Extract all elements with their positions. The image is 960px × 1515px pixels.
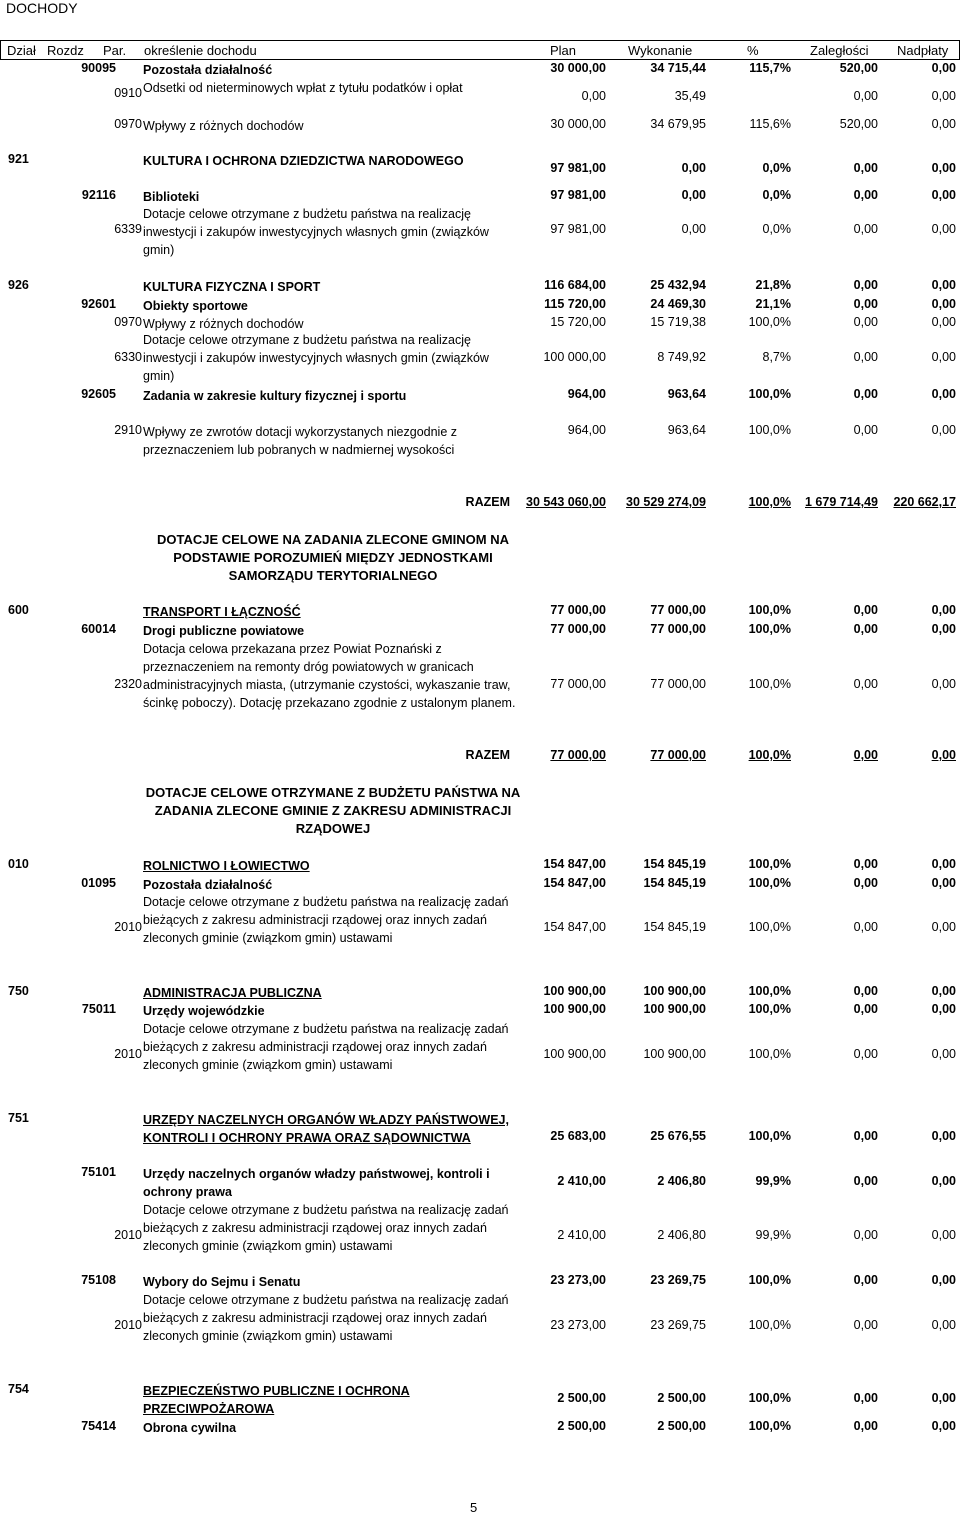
pct-cell: 100,0% — [748, 677, 791, 691]
paragraf-cell: 2010 — [114, 920, 142, 934]
nadplaty-cell: 0,00 — [931, 1318, 956, 1332]
plan-cell: 2 410,00 — [557, 1174, 606, 1188]
zaleglosci-cell: 0,00 — [853, 920, 878, 934]
pct-cell: 100,0% — [748, 1129, 791, 1143]
wykonanie-cell: 25 676,55 — [650, 1129, 706, 1143]
col-plan: Plan — [550, 43, 577, 58]
okreslenie-cell: Dotacje celowe otrzymane z budżetu państwa na realizację zadań bieżących z zakresu administracji rządowej oraz innych zadań zleconych gminie (związkom gmin) ustawami — [143, 1293, 509, 1343]
nadplaty-cell: 0,00 — [931, 278, 956, 292]
plan-cell: 154 847,00 — [543, 857, 606, 871]
plan-cell: 97 981,00 — [550, 161, 606, 175]
wykonanie-cell: 2 500,00 — [657, 1419, 706, 1433]
wykonanie-cell: 0,00 — [681, 188, 706, 202]
nadplaty-cell: 0,00 — [931, 857, 956, 871]
pct-cell: 100,0% — [748, 857, 791, 871]
wykonanie-cell: 154 845,19 — [643, 920, 706, 934]
plan-cell: 100 900,00 — [543, 984, 606, 998]
wykonanie-cell: 77 000,00 — [650, 677, 706, 691]
plan-cell: 100 000,00 — [543, 350, 606, 364]
okreslenie-cell: ROLNICTWO I ŁOWIECTWO — [143, 859, 310, 873]
nadplaty-cell: 0,00 — [931, 117, 956, 131]
wykonanie-cell: 25 432,94 — [650, 278, 706, 292]
wykonanie-cell: 15 719,38 — [650, 315, 706, 329]
okreslenie-cell: Urzędy naczelnych organów władzy państwowej, kontroli i ochrony prawa — [143, 1167, 490, 1199]
nadplaty-cell: 0,00 — [931, 1002, 956, 1016]
plan-cell: 23 273,00 — [550, 1318, 606, 1332]
wykonanie-cell: 24 469,30 — [650, 297, 706, 311]
col-nadplaty: Nadpłaty — [897, 43, 949, 58]
rozdzial-cell: 75414 — [81, 1419, 116, 1433]
zaleglosci-cell: 0,00 — [853, 857, 878, 871]
dzial-cell: 921 — [8, 152, 29, 166]
razem-wykonanie: 30 529 274,09 — [626, 495, 706, 509]
paragraf-cell: 0970 — [114, 117, 142, 131]
zaleglosci-cell: 0,00 — [853, 278, 878, 292]
paragraf-cell: 2010 — [114, 1228, 142, 1242]
nadplaty-cell: 0,00 — [931, 188, 956, 202]
pct-cell: 21,1% — [755, 297, 791, 311]
pct-cell: 0,0% — [762, 222, 791, 236]
pct-cell: 100,0% — [748, 387, 791, 401]
okreslenie-cell: Wpływy ze zwrotów dotacji wykorzystanych niezgodnie z przeznaczeniem lub pobranych w nadmiernej wysokości — [143, 425, 458, 457]
wykonanie-cell: 100 900,00 — [643, 984, 706, 998]
section-title-administracja: DOTACJE CELOWE OTRZYMANE Z BUDŻETU PAŃSTWA NA ZADANIA ZLECONE GMINIE Z ZAKRESU ADMINISTRACJI RZĄDOWEJ — [145, 785, 521, 836]
okreslenie-cell: Dotacje celowe otrzymane z budżetu państwa na realizację inwestycji i zakupów inwestycyjnych własnych gmin (związków gmin) — [143, 333, 489, 383]
wykonanie-cell: 23 269,75 — [650, 1273, 706, 1287]
pct-cell: 100,0% — [748, 1002, 791, 1016]
wykonanie-cell: 2 406,80 — [657, 1174, 706, 1188]
okreslenie-cell: ADMINISTRACJA PUBLICZNA — [143, 986, 322, 1000]
razem-label: RAZEM — [465, 748, 510, 762]
zaleglosci-cell: 0,00 — [853, 188, 878, 202]
wykonanie-cell: 963,64 — [667, 423, 706, 437]
okreslenie-cell: URZĘDY NACZELNYCH ORGANÓW WŁADZY PAŃSTWOWEJ, KONTROLI I OCHRONY PRAWA ORAZ SĄDOWNICTWA — [143, 1113, 509, 1145]
paragraf-cell: 0910 — [114, 86, 142, 100]
pct-cell: 100,0% — [748, 315, 791, 329]
zaleglosci-cell: 0,00 — [853, 1228, 878, 1242]
wykonanie-cell: 963,64 — [667, 387, 706, 401]
pct-cell: 99,9% — [755, 1174, 791, 1188]
plan-cell: 25 683,00 — [550, 1129, 606, 1143]
dzial-cell: 926 — [8, 278, 29, 292]
wykonanie-cell: 35,49 — [674, 89, 706, 103]
dzial-cell: 754 — [8, 1382, 29, 1396]
nadplaty-cell: 0,00 — [931, 297, 956, 311]
table-header — [0, 40, 960, 60]
pct-cell: 0,0% — [762, 161, 791, 175]
zaleglosci-cell: 0,00 — [853, 387, 878, 401]
zaleglosci-cell: 0,00 — [853, 1273, 878, 1287]
nadplaty-cell: 0,00 — [931, 622, 956, 636]
wykonanie-cell: 77 000,00 — [650, 622, 706, 636]
rozdzial-cell: 92601 — [81, 297, 116, 311]
wykonanie-cell: 0,00 — [681, 222, 706, 236]
razem-zaleglosci: 1 679 714,49 — [805, 495, 878, 509]
nadplaty-cell: 0,00 — [931, 61, 956, 75]
rozdzial-cell: 60014 — [81, 622, 116, 636]
pct-cell: 8,7% — [762, 350, 791, 364]
pct-cell: 100,0% — [748, 984, 791, 998]
zaleglosci-cell: 0,00 — [853, 984, 878, 998]
page-title: DOCHODY — [6, 0, 78, 16]
plan-cell: 116 684,00 — [544, 278, 606, 292]
okreslenie-cell: Pozostała działalność — [143, 878, 273, 892]
zaleglosci-cell: 0,00 — [853, 297, 878, 311]
plan-cell: 77 000,00 — [550, 622, 606, 636]
okreslenie-cell: Obrona cywilna — [143, 1421, 237, 1435]
zaleglosci-cell: 0,00 — [853, 1174, 878, 1188]
zaleglosci-cell: 0,00 — [853, 876, 878, 890]
plan-cell: 97 981,00 — [550, 188, 606, 202]
pct-cell: 99,9% — [755, 1228, 791, 1242]
pct-cell: 100,0% — [748, 876, 791, 890]
nadplaty-cell: 0,00 — [931, 603, 956, 617]
okreslenie-cell: Wpływy z różnych dochodów — [143, 119, 304, 133]
plan-cell: 77 000,00 — [550, 677, 606, 691]
okreslenie-cell: TRANSPORT I ŁĄCZNOŚĆ — [143, 605, 301, 619]
plan-cell: 2 410,00 — [557, 1228, 606, 1242]
pct-cell: 100,0% — [748, 1273, 791, 1287]
plan-cell: 2 500,00 — [557, 1419, 606, 1433]
dzial-cell: 750 — [8, 984, 29, 998]
zaleglosci-cell: 0,00 — [853, 1047, 878, 1061]
okreslenie-cell: Dotacje celowe otrzymane z budżetu państwa na realizację zadań bieżących z zakresu administracji rządowej oraz innych zadań zleconych gminie (związkom gmin) ustawami — [143, 895, 509, 945]
wykonanie-cell: 23 269,75 — [650, 1318, 706, 1332]
okreslenie-cell: KULTURA FIZYCZNA I SPORT — [143, 280, 321, 294]
wykonanie-cell: 2 406,80 — [657, 1228, 706, 1242]
zaleglosci-cell: 0,00 — [853, 603, 878, 617]
rozdzial-cell: 90095 — [81, 61, 116, 75]
plan-cell: 100 900,00 — [543, 1047, 606, 1061]
pct-cell: 100,0% — [748, 1391, 791, 1405]
plan-cell: 97 981,00 — [550, 222, 606, 236]
zaleglosci-cell: 520,00 — [839, 117, 878, 131]
paragraf-cell: 6330 — [114, 350, 142, 364]
okreslenie-cell: Dotacja celowa przekazana przez Powiat Poznański z przeznaczeniem na remonty dróg powiatowych w granicach administracyjnych miasta, (utrzymanie czystości, wykaszanie traw, ścinkę poboczy). Dotację przekazano zgodnie z ustalonym planem. — [143, 642, 516, 710]
plan-cell: 154 847,00 — [543, 920, 606, 934]
plan-cell: 15 720,00 — [550, 315, 606, 329]
zaleglosci-cell: 0,00 — [853, 89, 878, 103]
nadplaty-cell: 0,00 — [931, 1228, 956, 1242]
wykonanie-cell: 100 900,00 — [643, 1002, 706, 1016]
nadplaty-cell: 0,00 — [931, 677, 956, 691]
wykonanie-cell: 154 845,19 — [643, 876, 706, 890]
zaleglosci-cell: 0,00 — [853, 1002, 878, 1016]
razem-pct: 100,0% — [748, 495, 791, 509]
zaleglosci-cell: 0,00 — [853, 1129, 878, 1143]
okreslenie-cell: Wpływy z różnych dochodów — [143, 317, 304, 331]
plan-cell: 30 000,00 — [550, 61, 606, 75]
col-okreslenie: określenie dochodu — [144, 43, 257, 58]
wykonanie-cell: 34 679,95 — [650, 117, 706, 131]
okreslenie-cell: Dotacje celowe otrzymane z budżetu państwa na realizację zadań bieżących z zakresu administracji rządowej oraz innych zadań zleconych gminie (związkom gmin) ustawami — [143, 1203, 509, 1253]
plan-cell: 100 900,00 — [543, 1002, 606, 1016]
plan-cell: 964,00 — [567, 423, 606, 437]
zaleglosci-cell: 0,00 — [853, 350, 878, 364]
wykonanie-cell: 77 000,00 — [650, 603, 706, 617]
paragraf-cell: 2010 — [114, 1047, 142, 1061]
nadplaty-cell: 0,00 — [931, 1391, 956, 1405]
nadplaty-cell: 0,00 — [931, 222, 956, 236]
wykonanie-cell: 2 500,00 — [657, 1391, 706, 1405]
zaleglosci-cell: 0,00 — [853, 423, 878, 437]
okreslenie-cell: Zadania w zakresie kultury fizycznej i sportu — [143, 389, 407, 403]
nadplaty-cell: 0,00 — [931, 315, 956, 329]
plan-cell: 154 847,00 — [543, 876, 606, 890]
paragraf-cell: 2010 — [114, 1318, 142, 1332]
dzial-cell: 010 — [8, 857, 29, 871]
col-par: Par. — [103, 43, 127, 58]
plan-cell: 0,00 — [581, 89, 606, 103]
paragraf-cell: 0970 — [114, 315, 142, 329]
okreslenie-cell: BEZPIECZEŃSTWO PUBLICZNE I OCHRONA PRZECIWPOŻAROWA — [143, 1384, 410, 1416]
pct-cell: 100,0% — [748, 1047, 791, 1061]
paragraf-cell: 2320 — [114, 677, 142, 691]
zaleglosci-cell: 0,00 — [853, 1419, 878, 1433]
zaleglosci-cell: 520,00 — [839, 61, 878, 75]
pct-cell: 100,0% — [748, 920, 791, 934]
pct-cell: 0,0% — [762, 188, 791, 202]
razem-wykonanie: 77 000,00 — [650, 748, 706, 762]
nadplaty-cell: 0,00 — [931, 350, 956, 364]
plan-cell: 77 000,00 — [550, 603, 606, 617]
wykonanie-cell: 100 900,00 — [643, 1047, 706, 1061]
nadplaty-cell: 0,00 — [931, 1129, 956, 1143]
nadplaty-cell: 0,00 — [931, 89, 956, 103]
razem-pct: 100,0% — [748, 748, 791, 762]
pct-cell: 115,6% — [749, 117, 791, 131]
wykonanie-cell: 0,00 — [681, 161, 706, 175]
pct-cell: 100,0% — [748, 1419, 791, 1433]
nadplaty-cell: 0,00 — [931, 984, 956, 998]
pct-cell: 21,8% — [755, 278, 791, 292]
zaleglosci-cell: 0,00 — [853, 622, 878, 636]
plan-cell: 964,00 — [567, 387, 606, 401]
paragraf-cell: 6339 — [114, 222, 142, 236]
okreslenie-cell: Wybory do Sejmu i Senatu — [143, 1275, 301, 1289]
rozdzial-cell: 75108 — [81, 1273, 116, 1287]
nadplaty-cell: 0,00 — [931, 1419, 956, 1433]
section-title-porozumienia: DOTACJE CELOWE NA ZADANIA ZLECONE GMINOM NA PODSTAWIE POROZUMIEŃ MIĘDZY JEDNOSTKAMI SAMORZĄDU TERYTORIALNEGO — [157, 532, 509, 583]
pct-cell: 115,7% — [749, 61, 791, 75]
okreslenie-cell: Odsetki od nieterminowych wpłat z tytułu podatków i opłat — [143, 81, 463, 95]
zaleglosci-cell: 0,00 — [853, 677, 878, 691]
rozdzial-cell: 01095 — [81, 876, 116, 890]
zaleglosci-cell: 0,00 — [853, 1318, 878, 1332]
dzial-cell: 751 — [8, 1111, 29, 1125]
razem-nadplaty: 0,00 — [931, 748, 956, 762]
wykonanie-cell: 34 715,44 — [650, 61, 706, 75]
razem-nadplaty: 220 662,17 — [893, 495, 956, 509]
nadplaty-cell: 0,00 — [931, 423, 956, 437]
plan-cell: 23 273,00 — [550, 1273, 606, 1287]
zaleglosci-cell: 0,00 — [853, 161, 878, 175]
nadplaty-cell: 0,00 — [931, 1174, 956, 1188]
nadplaty-cell: 0,00 — [931, 387, 956, 401]
col-dzial: Dział — [7, 43, 36, 58]
col-pct: % — [747, 43, 759, 58]
plan-cell: 115 720,00 — [544, 297, 606, 311]
page-number: 5 — [470, 1500, 478, 1515]
nadplaty-cell: 0,00 — [931, 1273, 956, 1287]
col-zaleglosci: Zaległości — [810, 43, 869, 58]
plan-cell: 30 000,00 — [550, 117, 606, 131]
rozdzial-cell: 92605 — [81, 387, 116, 401]
wykonanie-cell: 8 749,92 — [657, 350, 706, 364]
zaleglosci-cell: 0,00 — [853, 315, 878, 329]
zaleglosci-cell: 0,00 — [853, 222, 878, 236]
plan-cell: 2 500,00 — [557, 1391, 606, 1405]
pct-cell: 100,0% — [748, 622, 791, 636]
okreslenie-cell: Dotacje celowe otrzymane z budżetu państwa na realizację inwestycji i zakupów inwestycyjnych własnych gmin (związków gmin) — [143, 207, 489, 257]
zaleglosci-cell: 0,00 — [853, 1391, 878, 1405]
pct-cell: 100,0% — [748, 1318, 791, 1332]
razem-plan: 30 543 060,00 — [526, 495, 606, 509]
dzial-cell: 600 — [8, 603, 29, 617]
okreslenie-cell: KULTURA I OCHRONA DZIEDZICTWA NARODOWEGO — [143, 154, 464, 168]
wykonanie-cell: 154 845,19 — [643, 857, 706, 871]
pct-cell: 100,0% — [748, 423, 791, 437]
razem-label: RAZEM — [465, 495, 510, 509]
nadplaty-cell: 0,00 — [931, 161, 956, 175]
rozdzial-cell: 92116 — [81, 188, 116, 202]
okreslenie-cell: Dotacje celowe otrzymane z budżetu państwa na realizację zadań bieżących z zakresu administracji rządowej oraz innych zadań zleconych gminie (związkom gmin) ustawami — [143, 1022, 509, 1072]
okreslenie-cell: Obiekty sportowe — [143, 299, 248, 313]
col-wykonanie: Wykonanie — [628, 43, 693, 58]
okreslenie-cell: Urzędy wojewódzkie — [143, 1004, 265, 1018]
okreslenie-cell: Pozostała działalność — [143, 63, 273, 77]
nadplaty-cell: 0,00 — [931, 920, 956, 934]
nadplaty-cell: 0,00 — [931, 876, 956, 890]
rozdzial-cell: 75101 — [81, 1165, 116, 1179]
col-rozdz: Rozdz — [47, 43, 84, 58]
nadplaty-cell: 0,00 — [931, 1047, 956, 1061]
pct-cell: 100,0% — [748, 603, 791, 617]
paragraf-cell: 2910 — [114, 423, 142, 437]
razem-plan: 77 000,00 — [550, 748, 606, 762]
rozdzial-cell: 75011 — [81, 1002, 116, 1016]
okreslenie-cell: Drogi publiczne powiatowe — [143, 624, 305, 638]
okreslenie-cell: Biblioteki — [143, 190, 200, 204]
razem-zaleglosci: 0,00 — [853, 748, 878, 762]
